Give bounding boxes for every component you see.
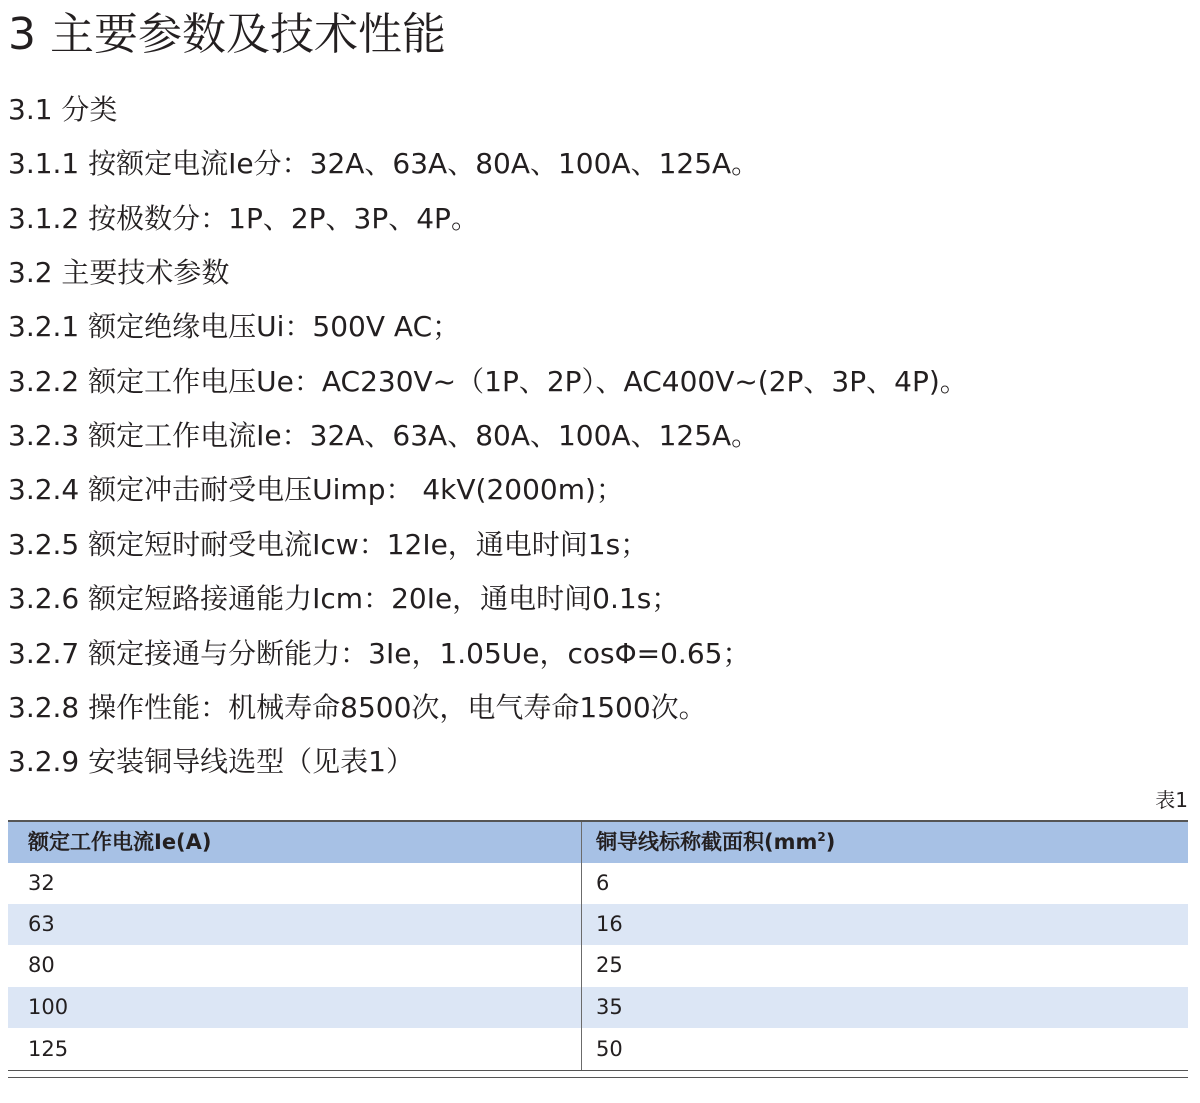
table-bottom-rule bbox=[8, 1070, 1188, 1071]
table-row bbox=[8, 945, 1188, 986]
text-line-3-1-2: 3.1.2 按极数分：1P、2P、3P、4P。 bbox=[8, 202, 479, 235]
cell-cross-section: 35 bbox=[596, 995, 623, 1019]
header-cell-current: 额定工作电流Ie(A) bbox=[28, 830, 212, 854]
text-line-3-1: 3.1 分类 bbox=[8, 93, 118, 126]
text-line-3-2: 3.2 主要技术参数 bbox=[8, 256, 230, 289]
cell-current: 100 bbox=[28, 995, 69, 1019]
section-title: 3 主要参数及技术性能 bbox=[8, 9, 446, 60]
table-bottom-rule-outer bbox=[8, 1077, 1188, 1078]
cell-current: 80 bbox=[28, 953, 55, 977]
text-line-3-2-6: 3.2.6 额定短路接通能力Icm：20Ie，通电时间0.1s； bbox=[8, 582, 680, 615]
column-divider bbox=[581, 822, 582, 1070]
text-line-3-2-2: 3.2.2 额定工作电压Ue：AC230V~（1P、2P）、AC400V~(2P、3P、4P)。 bbox=[8, 365, 968, 398]
text-line-3-2-9: 3.2.9 安装铜导线选型（见表1） bbox=[8, 745, 414, 778]
table-row bbox=[8, 1029, 1188, 1070]
text-line-3-1-1: 3.1.1 按额定电流Ie分：32A、63A、80A、100A、125A。 bbox=[8, 147, 760, 180]
cell-cross-section: 6 bbox=[596, 871, 610, 895]
header-cell-cross-section-close: ) bbox=[825, 830, 836, 854]
table-row bbox=[8, 987, 1188, 1028]
text-line-3-2-5: 3.2.5 额定短时耐受电流Icw：12Ie，通电时间1s； bbox=[8, 528, 649, 561]
table-header-row bbox=[8, 822, 1188, 863]
text-line-3-2-3: 3.2.3 额定工作电流Ie：32A、63A、80A、100A、125A。 bbox=[8, 419, 760, 452]
header-cell-cross-section-text: 铜导线标称截面积(mm bbox=[596, 830, 818, 854]
table-caption: 表1 bbox=[1155, 788, 1188, 812]
table-row bbox=[8, 863, 1188, 904]
cell-current: 32 bbox=[28, 871, 55, 895]
cell-cross-section: 25 bbox=[596, 953, 623, 977]
cell-cross-section: 50 bbox=[596, 1037, 623, 1061]
header-cell-cross-section bbox=[596, 822, 835, 863]
cell-current: 125 bbox=[28, 1037, 69, 1061]
text-line-3-2-8: 3.2.8 操作性能：机械寿命8500次，电气寿命1500次。 bbox=[8, 691, 707, 724]
cell-current: 63 bbox=[28, 912, 55, 936]
text-line-3-2-7: 3.2.7 额定接通与分断能力：3Ie，1.05Ue，cosΦ=0.65； bbox=[8, 637, 751, 670]
table-row bbox=[8, 904, 1188, 945]
cell-cross-section: 16 bbox=[596, 912, 623, 936]
text-line-3-2-1: 3.2.1 额定绝缘电压Ui：500V AC； bbox=[8, 310, 461, 343]
superscript-2: 2 bbox=[817, 830, 826, 844]
text-line-3-2-4: 3.2.4 额定冲击耐受电压Uimp： 4kV(2000m)； bbox=[8, 473, 624, 506]
